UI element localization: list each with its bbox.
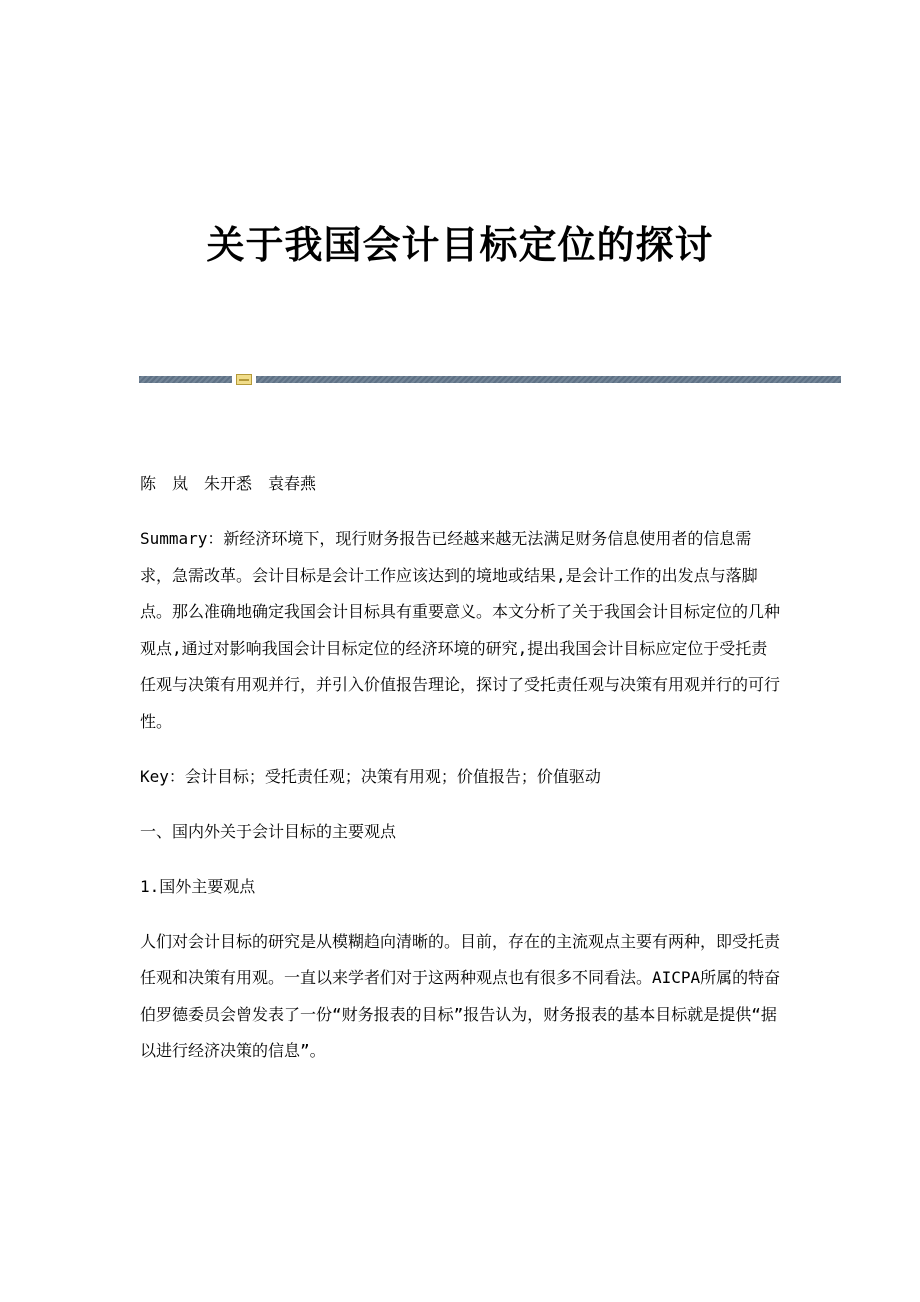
divider-bar-left	[139, 376, 232, 383]
section-heading: 一、国内外关于会计目标的主要观点	[140, 821, 397, 841]
divider-emblem-icon	[236, 374, 252, 385]
summary-paragraph: Summary：新经济环境下，现行财务报告已经越来越无法满足财务信息使用者的信息需求，急需改革。会计目标是会计工作应该达到的境地或结果,是会计工作的出发点与落脚点。那么准确地确定我国会计目标具有重要意义。本文分析了关于我国会计目标定位的几种观点,通过对影响我国会计目标定位的经济环境的研究,提出我国会计目标应定位于受托责任观与决策有用观并行，并引入价值报告理论，探讨了受托责任观与决策有用观并行的可行性。	[140, 529, 781, 731]
author-name: 袁春燕	[268, 474, 317, 493]
author-name: 陈 岚	[140, 474, 189, 493]
document-body	[140, 466, 782, 1088]
keywords-line: Key：会计目标；受托责任观；决策有用观；价值报告；价值驱动	[140, 766, 601, 786]
author-list	[140, 466, 782, 503]
author-name: 朱开悉	[204, 474, 253, 493]
title-divider	[139, 374, 841, 386]
body-paragraph: 人们对会计目标的研究是从模糊趋向清晰的。目前，存在的主流观点主要有两种，即受托责任观和决策有用观。一直以来学者们对于这两种观点也有很多不同看法。AICPA所属的特奋伯罗德委员会曾发表了一份“财务报表的目标”报告认为，财务报表的基本目标就是提供“据以进行经济决策的信息”。	[140, 931, 781, 1060]
subsection-heading: 1.国外主要观点	[140, 876, 256, 896]
document-title: 关于我国会计目标定位的探讨	[206, 222, 714, 267]
divider-bar-right	[256, 376, 841, 383]
